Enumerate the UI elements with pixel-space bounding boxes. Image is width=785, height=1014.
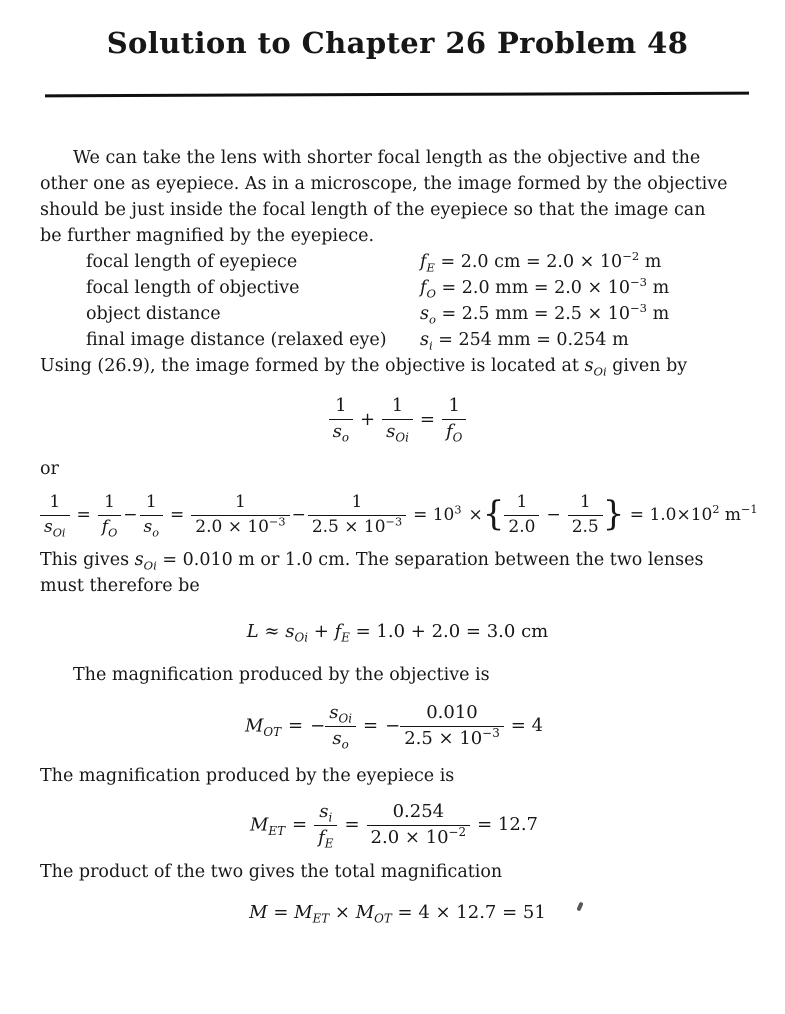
math-var: s xyxy=(134,549,144,570)
denominator xyxy=(140,515,164,540)
fraction xyxy=(308,494,406,537)
paragraph-1-line-4: be further magnified by the eyepiece. xyxy=(40,226,375,247)
denominator xyxy=(308,515,406,537)
equals-operator: = xyxy=(288,715,304,737)
exponent: −3 xyxy=(629,301,648,316)
denominator-text: 2.0 × 10 xyxy=(195,517,270,538)
numerator: 1 xyxy=(235,492,246,513)
math-var: s xyxy=(329,701,339,723)
given-row-objective-focal xyxy=(40,275,755,301)
math-subscript: o xyxy=(152,526,160,540)
times-operator: × xyxy=(329,902,356,924)
denominator xyxy=(382,419,413,445)
math-var: s xyxy=(44,517,53,538)
paragraph-1-line-2: other one as eyepiece. As in a microscope, the image formed by the objective xyxy=(40,174,728,195)
numerator xyxy=(325,701,356,726)
math-var: f xyxy=(318,826,325,848)
minus-operator: − xyxy=(310,715,326,737)
exponent: −3 xyxy=(269,515,286,529)
numerator: 1 xyxy=(516,492,528,513)
exponent: 3 xyxy=(454,503,462,517)
using-line xyxy=(40,353,755,379)
math-subscript: Oi xyxy=(143,558,157,573)
fraction xyxy=(40,492,70,540)
denominator xyxy=(329,419,353,445)
fraction xyxy=(191,494,289,537)
value-text: = 2.0 mm = 2.0 × 10 xyxy=(435,278,630,299)
equation-thin-lens xyxy=(40,395,755,445)
given-label: object distance xyxy=(86,304,221,325)
numerator: 1 xyxy=(49,492,61,513)
math-subscript: ET xyxy=(268,823,286,838)
unit-text: m xyxy=(719,505,742,526)
given-label: final image distance (relaxed eye) xyxy=(86,330,387,351)
math-var: s xyxy=(319,800,329,822)
denominator: 2.0 xyxy=(504,515,539,537)
math-var: s xyxy=(386,421,396,443)
denominator-text: 2.0 × 10 xyxy=(370,826,449,848)
math-subscript: o xyxy=(341,737,349,752)
title-divider xyxy=(45,92,749,98)
minus-operator: − xyxy=(546,505,561,526)
equation-objective-magnification xyxy=(40,701,755,752)
numerator: 1 xyxy=(335,395,347,417)
numerator: 1 xyxy=(145,492,157,513)
math-subscript: O xyxy=(452,430,463,445)
math-subscript: o xyxy=(341,430,349,445)
math-subscript: Oi xyxy=(593,364,607,379)
math-subscript: Oi xyxy=(294,630,309,645)
numerator xyxy=(314,800,337,825)
result-text: = 4 xyxy=(510,715,544,737)
fraction xyxy=(442,395,466,445)
paragraph-2-line-1 xyxy=(40,547,755,573)
equals-ten-cubed xyxy=(413,505,461,525)
denominator xyxy=(400,726,504,749)
exponent: −3 xyxy=(630,275,648,290)
page-title: Solution to Chapter 26 Problem 48 xyxy=(106,26,689,60)
given-row-object-distance xyxy=(40,301,755,327)
exponent: −3 xyxy=(482,725,500,740)
paragraph-1-line-3: should be just inside the focal length of the eyepiece so that the image can xyxy=(40,200,706,221)
minus-operator: − xyxy=(385,715,401,737)
given-row-final-image-distance xyxy=(40,327,755,353)
math-subscript: OT xyxy=(374,912,392,927)
plus-operator: + xyxy=(308,620,335,642)
math-var: M xyxy=(355,902,375,924)
math-subscript: E xyxy=(324,836,334,851)
math-subscript: ET xyxy=(312,912,330,927)
numerator: 1 xyxy=(351,492,363,513)
denominator: 2.5 xyxy=(568,515,603,537)
text: = 10 xyxy=(413,505,455,526)
fraction xyxy=(140,492,164,540)
left-brace: { xyxy=(482,493,505,534)
fraction xyxy=(400,701,504,749)
fraction xyxy=(325,701,356,752)
math-subscript: i xyxy=(428,338,433,353)
exponent: 2 xyxy=(712,503,720,517)
right-brace: } xyxy=(602,493,625,534)
math-var: f xyxy=(420,278,427,299)
using-text-pre: Using (26.9), the image formed by the objective is located at xyxy=(40,356,585,377)
plus-operator: + xyxy=(360,408,376,430)
fraction xyxy=(329,395,353,445)
math-subscript: Oi xyxy=(338,711,353,726)
unit-text: m xyxy=(639,252,662,273)
math-var: f xyxy=(445,421,453,443)
numerator: 0.254 xyxy=(392,800,445,822)
math-var: s xyxy=(332,727,342,749)
result-text: = 1.0 + 2.0 = 3.0 cm xyxy=(349,620,549,642)
exponent: −3 xyxy=(385,515,403,529)
equation-eyepiece-magnification xyxy=(40,800,755,851)
math-var: s xyxy=(420,304,429,325)
denominator-text: 2.5 × 10 xyxy=(404,727,483,749)
math-var: s xyxy=(420,330,429,351)
denominator xyxy=(40,515,70,540)
or-line xyxy=(40,456,755,482)
math-var: s xyxy=(285,620,295,642)
given-value xyxy=(420,249,661,275)
text-post: = 0.010 m or 1.0 cm. The separation between the two lenses xyxy=(156,549,704,570)
math-subscript: i xyxy=(328,810,333,825)
denominator xyxy=(442,419,466,445)
denominator xyxy=(98,515,122,540)
page-content xyxy=(0,26,785,927)
numerator: 1 xyxy=(391,395,404,417)
exponent: −2 xyxy=(448,824,467,839)
fraction xyxy=(568,494,603,537)
numerator: 0.010 xyxy=(426,701,478,723)
math-subscript: O xyxy=(426,286,436,301)
unit-text: m xyxy=(647,304,670,325)
math-subscript: Oi xyxy=(52,526,66,540)
denominator xyxy=(325,726,356,752)
value-text: = 2.0 cm = 2.0 × 10 xyxy=(434,252,623,273)
given-row-eyepiece-focal xyxy=(40,249,755,275)
fraction xyxy=(98,492,122,540)
equation-lens-separation xyxy=(40,620,755,645)
approx-operator: ≈ xyxy=(258,620,286,642)
equals-operator: = xyxy=(363,715,379,737)
math-subscript: Oi xyxy=(395,430,409,445)
math-var: s xyxy=(584,356,594,377)
fraction xyxy=(367,800,471,848)
equals-operator: = xyxy=(267,902,295,924)
result-text: = 1.0×10 xyxy=(624,505,713,526)
math-var: M xyxy=(294,902,313,924)
paragraph-3: The magnification produced by the objective is xyxy=(73,664,490,685)
denominator xyxy=(191,515,289,537)
paragraph-4: The magnification produced by the eyepiece is xyxy=(40,765,455,786)
math-subscript: OT xyxy=(263,724,282,739)
math-var: f xyxy=(101,517,109,538)
given-label: focal length of objective xyxy=(86,278,300,299)
fraction xyxy=(382,395,413,445)
or-text: or xyxy=(40,459,59,480)
equals-operator: = xyxy=(419,408,435,430)
fraction xyxy=(504,494,539,537)
math-subscript: o xyxy=(428,312,436,327)
text-pre: This gives xyxy=(40,549,135,570)
using-text-post: given by xyxy=(606,356,688,377)
denominator xyxy=(367,825,471,848)
value-text: = 254 mm = 0.254 m xyxy=(432,330,629,351)
numerator: 1 xyxy=(104,492,115,513)
given-value xyxy=(420,327,629,353)
paragraph-2-line-2: must therefore be xyxy=(40,575,200,596)
result-text: = 12.7 xyxy=(477,814,539,836)
fraction xyxy=(314,800,337,851)
equation-total-magnification xyxy=(40,902,755,927)
math-var: L xyxy=(246,620,259,642)
equals-operator: = xyxy=(344,814,360,836)
math-subscript: O xyxy=(108,526,118,540)
value-text: = 2.5 mm = 2.5 × 10 xyxy=(435,304,630,325)
times-operator: × xyxy=(468,505,483,526)
given-label: focal length of eyepiece xyxy=(86,252,298,273)
given-value xyxy=(420,275,669,301)
denominator xyxy=(314,825,337,851)
equals-operator: = xyxy=(76,505,91,526)
minus-operator: − xyxy=(123,505,138,526)
numerator: 1 xyxy=(579,492,591,513)
exponent: −2 xyxy=(622,249,640,264)
result-text: = 4 × 12.7 = 51 xyxy=(391,902,546,924)
numerator: 1 xyxy=(448,395,460,417)
paragraph-5: The product of the two gives the total magnification xyxy=(40,862,503,883)
minus-operator: − xyxy=(291,505,306,526)
equals-operator: = xyxy=(170,505,185,526)
math-var: f xyxy=(420,252,427,273)
denominator-text: 2.5 × 10 xyxy=(311,517,386,538)
math-subscript: E xyxy=(426,260,435,275)
exponent: −1 xyxy=(741,503,758,517)
equals-operator: = xyxy=(292,814,308,836)
unit-text: m xyxy=(647,278,670,299)
math-var: M xyxy=(244,715,264,737)
given-value xyxy=(420,301,669,327)
math-var: s xyxy=(332,421,342,443)
math-var: M xyxy=(249,902,268,924)
paragraph-1-line-1: We can take the lens with shorter focal length as the objective and the xyxy=(73,148,701,169)
math-var: f xyxy=(334,620,342,642)
math-subscript: E xyxy=(341,630,350,645)
equation-image-location xyxy=(40,492,758,540)
math-var: M xyxy=(249,814,269,836)
math-var: s xyxy=(143,517,153,538)
